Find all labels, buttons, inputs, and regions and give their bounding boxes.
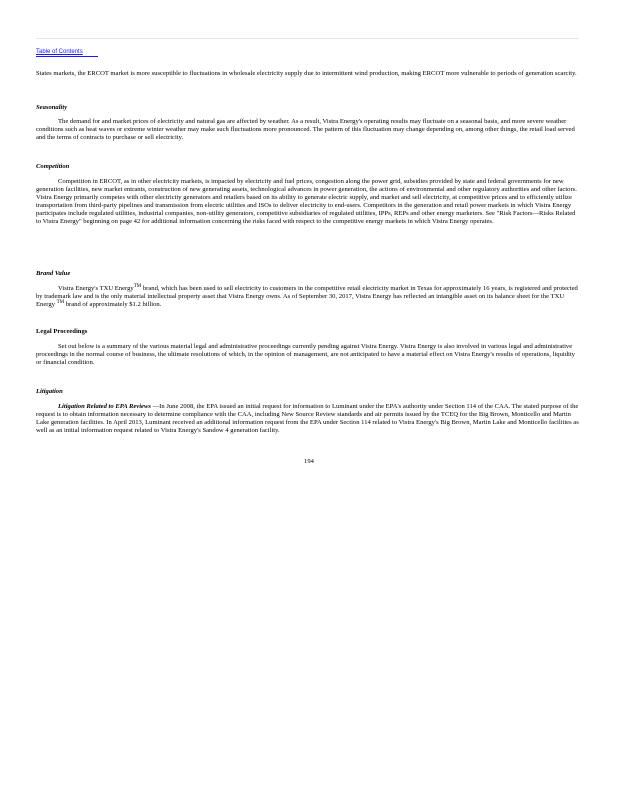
seasonality-heading: Seasonality bbox=[36, 104, 68, 111]
legal-proceedings-heading: Legal Proceedings bbox=[36, 328, 88, 335]
competition-heading: Competition bbox=[36, 163, 70, 170]
brand-value-paragraph bbox=[36, 285, 579, 309]
brand-text-b: brand, which has been used to sell electricity to customers in the competitive retail electricity market in Texas for approximately 16 years, is registered and protected by trademark law and is the only material intellectual property asset that Vistra Energy owns. As of September 30, 2017, Vistra Energy has reflected an intangible asset on its balance sheet for the TXU Energy bbox=[36, 285, 578, 308]
brand-value-heading: Brand Value bbox=[36, 270, 71, 277]
top-rule bbox=[36, 38, 579, 39]
litigation-text: —In June 2008, the EPA issued an initial request for information to Luminant under the EPA's authority under Section 114 of the CAA. The stated purpose of the request is to obtain information necessary to determine compliance with the CAA, including New Source Review standards and air permits issued by the TCEQ for the Big Brown, Monticello and Martin Lake generation facilities. In April 2013, Luminant received an additional information request from the EPA under Section 114 related to Vistra Energy's Big Brown, Martin Lake and Monticello facilities as well as an initial information request related to Vistra Energy's Sandow 4 generation facility. bbox=[36, 403, 579, 434]
trademark-mark-2: TM bbox=[56, 299, 65, 305]
litigation-paragraph bbox=[36, 403, 579, 435]
litigation-subheading: Litigation Related to EPA Reviews bbox=[58, 403, 151, 410]
intro-paragraph: States markets, the ERCOT market is more susceptible to fluctuations in wholesale electricity supply due to intermittent wind production, making ERCOT more vulnerable to periods of generation scarcity. bbox=[36, 70, 577, 77]
legal-proceedings-paragraph: Set out below is a summary of the various material legal and administrative proceedings currently pending against Vistra Energy. Vistra Energy is also involved in various legal and administrative proceedings in the normal course of business, the ultimate resolutions of which, in the opinion of management, are not anticipated to have a material effect on Vistra Energy's results of operations, liquidity or financial condition. bbox=[36, 343, 575, 366]
brand-text-a: Vistra Energy's TXU Energy bbox=[58, 285, 134, 292]
brand-text-c: brand of approximately $1.2 billion. bbox=[64, 301, 162, 308]
page-number: 194 bbox=[304, 458, 314, 465]
trademark-mark: TM bbox=[133, 283, 142, 289]
table-of-contents-link[interactable]: Table of Contents bbox=[36, 49, 83, 55]
toc-underline bbox=[36, 56, 98, 57]
competition-paragraph: Competition in ERCOT, as in other electricity markets, is impacted by electricity and fuel prices, congestion along the power grid, subsidies provided by state and federal governments for new generation facilities, new market entrants, construction of new generating assets, technological advances in power generation, the actions of environmental and other regulatory authorities and other factors. Vistra Energy primarily competes with other electricity generators and retailers based on its ability to generate electric supply, and market and sell electricity, at competitive prices and to efficiently utilize transportation from third-party pipelines and transmission from electric utilities and ISOs to deliver electricity to end-users. Competitors in the generation and retail power markets in which Vistra Energy participates include regulated utilities, industrial companies, non-utility generators, competitive subsidiaries of regulated utilities, IPPs, REPs and other energy marketers. See "Risk Factors—Risks Related to Vistra Energy" beginning on page 42 for additional information concerning the risks faced with respect to the competitive energy markets in which Vistra Energy operates. bbox=[36, 178, 577, 225]
litigation-heading: Litigation bbox=[36, 388, 63, 395]
seasonality-paragraph: The demand for and market prices of electricity and natural gas are affected by weather. As a result, Vistra Energy's operating results may fluctuate on a seasonal basis, and more severe weather conditions such as heat waves or extreme winter weather may make such fluctuations more pronounced. The pattern of this fluctuation may change depending on, among other things, the retail load served and the terms of contracts to purchase or sell electricity. bbox=[36, 118, 575, 141]
